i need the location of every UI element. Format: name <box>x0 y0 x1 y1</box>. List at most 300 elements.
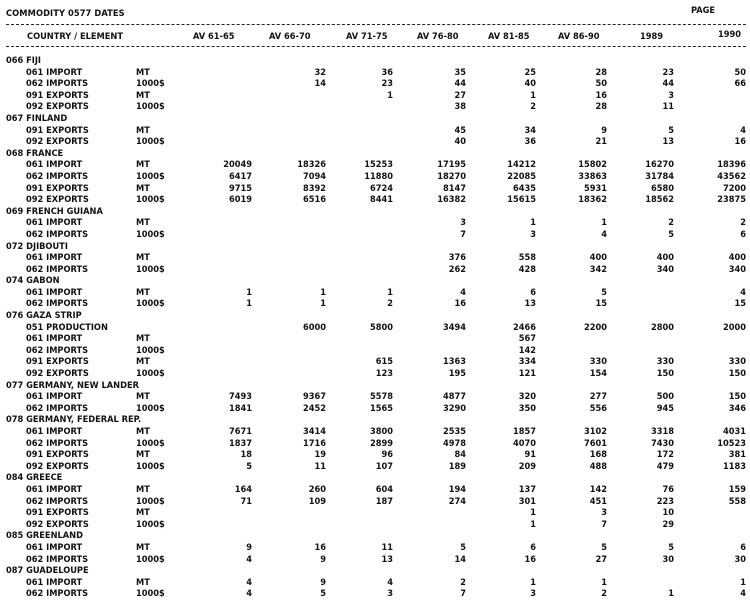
value-cell: 159 <box>728 483 746 495</box>
value-cell: 2 <box>460 576 466 588</box>
value-cell: 15802 <box>578 159 607 171</box>
value-cell: 9 <box>320 553 326 565</box>
value-cell: 18362 <box>578 194 607 206</box>
element-label: 062 IMPORTS <box>26 344 89 356</box>
value-cell: 19 <box>314 449 326 461</box>
value-cell: 91 <box>524 449 536 461</box>
value-cell: 3414 <box>302 426 326 437</box>
value-cell: 1 <box>530 507 536 519</box>
value-cell: 1841 <box>228 402 252 414</box>
table-row <box>0 496 750 508</box>
value-cell: 3102 <box>583 426 607 437</box>
value-cell: 1565 <box>369 402 393 414</box>
value-cell: 107 <box>375 460 393 472</box>
unit-label: MT <box>136 252 150 264</box>
value-cell: 10 <box>662 507 674 519</box>
value-cell: 7200 <box>722 182 746 194</box>
value-cell: 16 <box>454 298 466 310</box>
value-cell: 16 <box>595 89 607 101</box>
table-row <box>0 171 750 183</box>
value-cell: 31784 <box>645 170 674 182</box>
value-cell: 14212 <box>507 159 536 171</box>
table-row <box>0 356 750 368</box>
unit-label: 1000$ <box>136 170 165 182</box>
unit-label: 1000$ <box>136 344 165 356</box>
page-label: PAGE <box>691 5 716 16</box>
value-cell: 7671 <box>228 426 252 437</box>
value-cell: 25 <box>524 66 536 78</box>
value-cell: 15253 <box>364 159 393 171</box>
value-cell: 1 <box>246 286 252 298</box>
element-label: 091 EXPORTS <box>26 507 89 519</box>
unit-label: MT <box>136 449 150 461</box>
value-cell: 340 <box>656 263 674 275</box>
value-cell: 262 <box>448 263 466 275</box>
value-cell: 2000 <box>722 321 746 333</box>
table-row <box>0 229 750 241</box>
value-cell: 38 <box>454 101 466 113</box>
value-cell: 71 <box>240 495 252 507</box>
value-cell: 488 <box>589 460 607 472</box>
value-cell: 1716 <box>302 437 326 449</box>
column-header-country: COUNTRY / ELEMENT <box>27 31 123 42</box>
value-cell: 18 <box>240 449 252 461</box>
value-cell: 172 <box>656 449 674 461</box>
value-cell: 1 <box>387 89 393 101</box>
value-cell: 7493 <box>228 391 252 403</box>
unit-label: MT <box>136 89 150 101</box>
unit-label: 1000$ <box>136 194 165 206</box>
unit-label: MT <box>136 286 150 298</box>
value-cell: 137 <box>518 483 536 495</box>
element-label: 092 EXPORTS <box>26 368 89 380</box>
table-row <box>0 449 750 461</box>
value-cell: 3 <box>601 507 607 519</box>
element-label: 092 EXPORTS <box>26 136 89 148</box>
value-cell: 5 <box>460 541 466 553</box>
value-cell: 16382 <box>437 194 466 206</box>
table-row <box>0 368 750 380</box>
value-cell: 334 <box>518 356 536 368</box>
value-cell: 13 <box>381 553 393 565</box>
element-label: 061 IMPORT <box>26 159 83 171</box>
value-cell: 346 <box>728 402 746 414</box>
column-header-av7680: AV 76-80 <box>417 31 459 42</box>
value-cell: 13 <box>524 298 536 310</box>
value-cell: 9367 <box>302 391 326 403</box>
value-cell: 2 <box>530 101 536 113</box>
unit-label: 1000$ <box>136 460 165 472</box>
table-row <box>0 345 750 357</box>
value-cell: 30 <box>662 553 674 565</box>
value-cell: 5931 <box>583 182 607 194</box>
header-divider-top <box>6 24 746 25</box>
value-cell: 500 <box>656 391 674 403</box>
country-row <box>0 113 750 125</box>
value-cell: 4 <box>460 286 466 298</box>
value-cell: 15 <box>595 298 607 310</box>
unit-label: 1000$ <box>136 263 165 275</box>
value-cell: 150 <box>656 368 674 380</box>
country-name: 068 FRANCE <box>6 147 64 159</box>
value-cell: 1 <box>530 89 536 101</box>
value-cell: 1 <box>530 518 536 530</box>
value-cell: 556 <box>589 402 607 414</box>
element-label: 062 IMPORTS <box>26 298 89 310</box>
value-cell: 11 <box>662 101 674 113</box>
value-cell: 6580 <box>650 182 674 194</box>
value-cell: 1 <box>601 576 607 588</box>
value-cell: 4 <box>246 588 252 600</box>
table-row <box>0 287 750 299</box>
table-row <box>0 217 750 229</box>
value-cell: 3 <box>530 588 536 600</box>
value-cell: 3494 <box>442 321 466 333</box>
country-name: 085 GREENLAND <box>6 530 83 542</box>
value-cell: 1 <box>530 217 536 229</box>
table-row <box>0 484 750 496</box>
country-row <box>0 148 750 160</box>
value-cell: 23 <box>381 78 393 90</box>
value-cell: 23 <box>662 66 674 78</box>
table-row <box>0 554 750 566</box>
value-cell: 4 <box>601 228 607 240</box>
value-cell: 4 <box>740 286 746 298</box>
value-cell: 945 <box>656 402 674 414</box>
value-cell: 604 <box>375 483 393 495</box>
table-row <box>0 159 750 171</box>
value-cell: 4 <box>246 576 252 588</box>
value-cell: 44 <box>454 78 466 90</box>
element-label: 061 IMPORT <box>26 576 83 588</box>
value-cell: 6 <box>530 286 536 298</box>
value-cell: 2 <box>601 588 607 600</box>
value-cell: 34 <box>524 124 536 136</box>
value-cell: 428 <box>518 263 536 275</box>
value-cell: 3 <box>460 217 466 229</box>
value-cell: 5 <box>246 460 252 472</box>
value-cell: 21 <box>595 136 607 148</box>
unit-label: MT <box>136 124 150 136</box>
value-cell: 23875 <box>717 194 746 206</box>
column-header-av6165: AV 61-65 <box>193 31 235 42</box>
table-row <box>0 322 750 334</box>
value-cell: 187 <box>375 495 393 507</box>
value-cell: 6 <box>740 228 746 240</box>
table-row <box>0 438 750 450</box>
column-header-row <box>0 31 750 43</box>
value-cell: 4070 <box>512 437 536 449</box>
value-cell: 2200 <box>583 321 607 333</box>
value-cell: 1837 <box>228 437 252 449</box>
unit-label: MT <box>136 507 150 519</box>
value-cell: 1 <box>320 286 326 298</box>
value-cell: 8392 <box>302 182 326 194</box>
column-header-av8690: AV 86-90 <box>558 31 600 42</box>
table-row <box>0 461 750 473</box>
element-label: 061 IMPORT <box>26 217 83 229</box>
value-cell: 6724 <box>369 182 393 194</box>
value-cell: 4031 <box>722 426 746 437</box>
table-row <box>0 333 750 345</box>
value-cell: 376 <box>448 252 466 264</box>
value-cell: 4 <box>246 553 252 565</box>
country-row <box>0 206 750 218</box>
value-cell: 45 <box>454 124 466 136</box>
value-cell: 5 <box>601 541 607 553</box>
country-name: 069 FRENCH GUIANA <box>6 205 103 217</box>
value-cell: 6516 <box>302 194 326 206</box>
value-cell: 1 <box>601 217 607 229</box>
value-cell: 9715 <box>228 182 252 194</box>
value-cell: 6000 <box>302 321 326 333</box>
value-cell: 330 <box>656 356 674 368</box>
element-label: 062 IMPORTS <box>26 553 89 565</box>
column-header-1989: 1989 <box>640 31 664 42</box>
table-row <box>0 78 750 90</box>
value-cell: 43562 <box>717 170 746 182</box>
value-cell: 2800 <box>650 321 674 333</box>
element-label: 062 IMPORTS <box>26 170 89 182</box>
value-cell: 76 <box>662 483 674 495</box>
value-cell: 3 <box>387 588 393 600</box>
value-cell: 330 <box>589 356 607 368</box>
value-cell: 6435 <box>512 182 536 194</box>
element-label: 061 IMPORT <box>26 483 83 495</box>
value-cell: 16 <box>314 541 326 553</box>
table-row <box>0 426 750 438</box>
value-cell: 4877 <box>442 391 466 403</box>
table-row <box>0 577 750 589</box>
country-row <box>0 380 750 392</box>
country-row <box>0 241 750 253</box>
value-cell: 5 <box>668 541 674 553</box>
value-cell: 10523 <box>717 437 746 449</box>
value-cell: 9 <box>246 541 252 553</box>
value-cell: 6019 <box>228 194 252 206</box>
value-cell: 1363 <box>442 356 466 368</box>
value-cell: 16 <box>734 136 746 148</box>
value-cell: 3 <box>668 89 674 101</box>
value-cell: 6 <box>740 541 746 553</box>
unit-label: MT <box>136 576 150 588</box>
value-cell: 35 <box>454 66 466 78</box>
value-cell: 150 <box>728 368 746 380</box>
value-cell: 3 <box>530 228 536 240</box>
value-cell: 32 <box>314 66 326 78</box>
element-label: 061 IMPORT <box>26 333 83 345</box>
value-cell: 36 <box>524 136 536 148</box>
value-cell: 28 <box>595 101 607 113</box>
table-row <box>0 125 750 137</box>
column-header-av8185: AV 81-85 <box>488 31 530 42</box>
value-cell: 1 <box>320 298 326 310</box>
value-cell: 20049 <box>223 159 252 171</box>
value-cell: 260 <box>308 483 326 495</box>
value-cell: 5800 <box>369 321 393 333</box>
element-label: 062 IMPORTS <box>26 495 89 507</box>
value-cell: 301 <box>518 495 536 507</box>
value-cell: 7 <box>460 588 466 600</box>
unit-label: MT <box>136 426 150 437</box>
value-cell: 5 <box>668 124 674 136</box>
value-cell: 558 <box>518 252 536 264</box>
value-cell: 16270 <box>645 159 674 171</box>
value-cell: 150 <box>728 391 746 403</box>
value-cell: 15 <box>734 298 746 310</box>
value-cell: 558 <box>728 495 746 507</box>
unit-label: MT <box>136 66 150 78</box>
country-row <box>0 530 750 542</box>
table-row <box>0 90 750 102</box>
element-label: 092 EXPORTS <box>26 460 89 472</box>
table-row <box>0 588 750 600</box>
country-row <box>0 414 750 426</box>
unit-label: MT <box>136 483 150 495</box>
value-cell: 121 <box>518 368 536 380</box>
value-cell: 1857 <box>512 426 536 437</box>
unit-label: MT <box>136 182 150 194</box>
value-cell: 8147 <box>442 182 466 194</box>
value-cell: 142 <box>518 344 536 356</box>
unit-label: 1000$ <box>136 228 165 240</box>
country-row <box>0 310 750 322</box>
value-cell: 340 <box>728 263 746 275</box>
unit-label: 1000$ <box>136 298 165 310</box>
value-cell: 18270 <box>437 170 466 182</box>
unit-label: 1000$ <box>136 495 165 507</box>
element-label: 092 EXPORTS <box>26 194 89 206</box>
value-cell: 2 <box>387 298 393 310</box>
header-divider-bottom <box>6 46 746 47</box>
table-row <box>0 194 750 206</box>
unit-label: 1000$ <box>136 553 165 565</box>
value-cell: 2 <box>668 217 674 229</box>
value-cell: 195 <box>448 368 466 380</box>
value-cell: 4 <box>387 576 393 588</box>
value-cell: 5578 <box>369 391 393 403</box>
unit-label: MT <box>136 391 150 403</box>
value-cell: 7 <box>601 518 607 530</box>
country-row <box>0 472 750 484</box>
value-cell: 40 <box>454 136 466 148</box>
value-cell: 8441 <box>369 194 393 206</box>
element-label: 061 IMPORT <box>26 252 83 264</box>
value-cell: 479 <box>656 460 674 472</box>
element-label: 092 EXPORTS <box>26 518 89 530</box>
value-cell: 5 <box>320 588 326 600</box>
element-label: 062 IMPORTS <box>26 263 89 275</box>
value-cell: 223 <box>656 495 674 507</box>
value-cell: 14 <box>454 553 466 565</box>
value-cell: 6417 <box>228 170 252 182</box>
element-label: 062 IMPORTS <box>26 228 89 240</box>
value-cell: 164 <box>234 483 252 495</box>
country-name: 076 GAZA STRIP <box>6 310 82 322</box>
value-cell: 3290 <box>442 402 466 414</box>
value-cell: 29 <box>662 518 674 530</box>
value-cell: 27 <box>454 89 466 101</box>
table-row <box>0 507 750 519</box>
value-cell: 22085 <box>507 170 536 182</box>
table-row <box>0 101 750 113</box>
value-cell: 3318 <box>650 426 674 437</box>
country-name: 078 GERMANY, FEDERAL REP. <box>6 414 142 426</box>
value-cell: 9 <box>320 576 326 588</box>
unit-label: 1000$ <box>136 437 165 449</box>
element-label: 051 PRODUCTION <box>26 321 108 333</box>
column-header-av7175: AV 71-75 <box>346 31 388 42</box>
element-label: 091 EXPORTS <box>26 356 89 368</box>
country-name: 077 GERMANY, NEW LANDER <box>6 379 139 391</box>
value-cell: 1 <box>668 588 674 600</box>
value-cell: 109 <box>308 495 326 507</box>
value-cell: 3800 <box>369 426 393 437</box>
element-label: 061 IMPORT <box>26 541 83 553</box>
value-cell: 142 <box>589 483 607 495</box>
value-cell: 15615 <box>507 194 536 206</box>
table-row <box>0 67 750 79</box>
unit-label: 1000$ <box>136 136 165 148</box>
report-title: COMMODITY 0577 DATES <box>6 8 125 19</box>
unit-label: MT <box>136 333 150 345</box>
table-row <box>0 519 750 531</box>
value-cell: 7601 <box>583 437 607 449</box>
element-label: 091 EXPORTS <box>26 89 89 101</box>
column-header-1990: 1990 <box>718 29 742 40</box>
element-label: 062 IMPORTS <box>26 402 89 414</box>
unit-label: MT <box>136 217 150 229</box>
value-cell: 2535 <box>442 426 466 437</box>
element-label: 061 IMPORT <box>26 66 83 78</box>
value-cell: 400 <box>589 252 607 264</box>
value-cell: 274 <box>448 495 466 507</box>
value-cell: 84 <box>454 449 466 461</box>
value-cell: 1 <box>246 298 252 310</box>
country-row <box>0 565 750 577</box>
value-cell: 44 <box>662 78 674 90</box>
value-cell: 209 <box>518 460 536 472</box>
value-cell: 18326 <box>297 159 326 171</box>
value-cell: 1 <box>530 576 536 588</box>
country-name: 072 DJIBOUTI <box>6 240 68 252</box>
country-name: 087 GUADELOUPE <box>6 565 89 577</box>
unit-label: 1000$ <box>136 78 165 90</box>
value-cell: 1 <box>387 286 393 298</box>
value-cell: 154 <box>589 368 607 380</box>
value-cell: 123 <box>375 368 393 380</box>
element-label: 062 IMPORTS <box>26 588 89 600</box>
value-cell: 96 <box>381 449 393 461</box>
value-cell: 66 <box>734 78 746 90</box>
value-cell: 5 <box>668 228 674 240</box>
value-cell: 400 <box>656 252 674 264</box>
value-cell: 7 <box>460 228 466 240</box>
value-cell: 1 <box>740 576 746 588</box>
element-label: 062 IMPORTS <box>26 78 89 90</box>
value-cell: 1183 <box>722 460 746 472</box>
value-cell: 194 <box>448 483 466 495</box>
value-cell: 2452 <box>302 402 326 414</box>
value-cell: 330 <box>728 356 746 368</box>
element-label: 061 IMPORT <box>26 391 83 403</box>
unit-label: 1000$ <box>136 368 165 380</box>
unit-label: 1000$ <box>136 518 165 530</box>
unit-label: 1000$ <box>136 101 165 113</box>
value-cell: 6 <box>530 541 536 553</box>
value-cell: 18562 <box>645 194 674 206</box>
value-cell: 33863 <box>578 170 607 182</box>
